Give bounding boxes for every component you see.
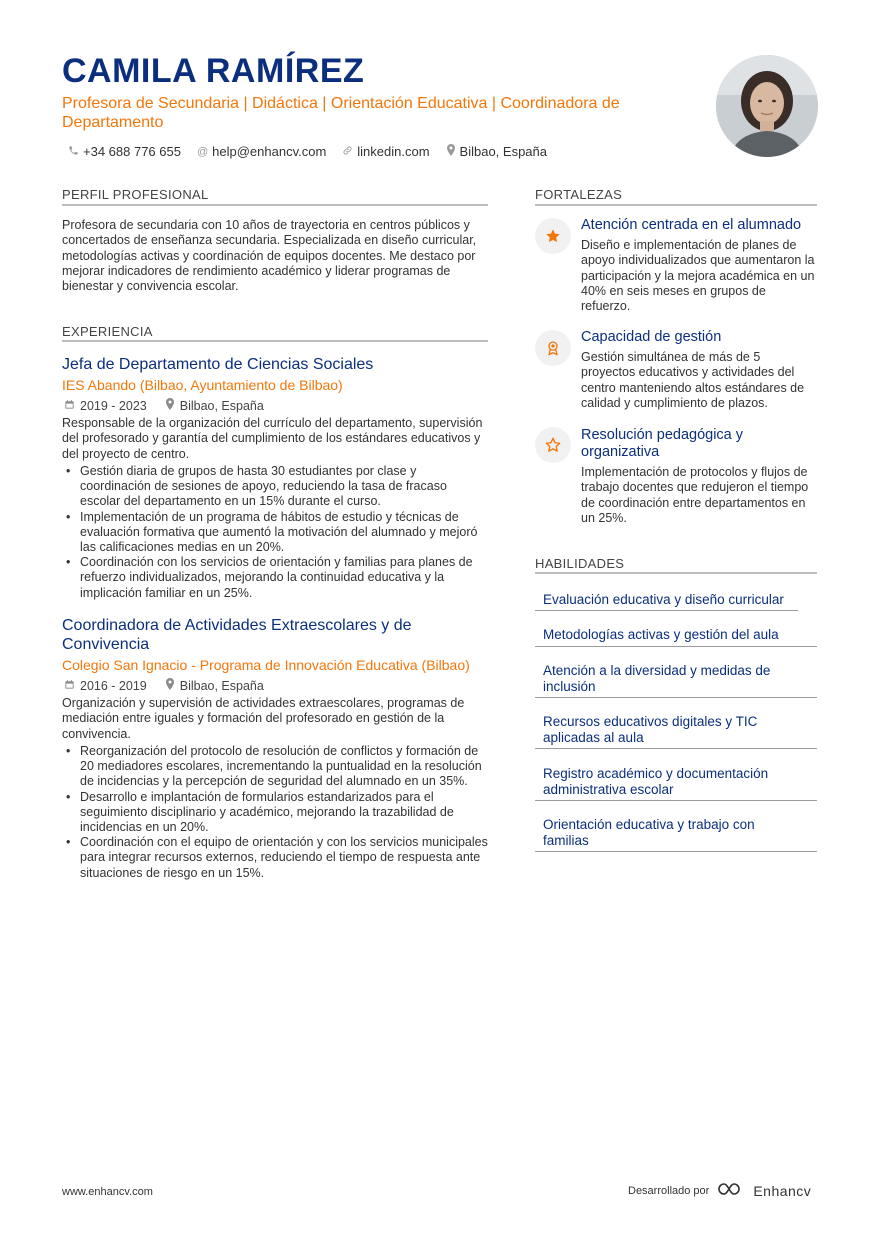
- skill-item: Registro académico y documentación administrativa escolar: [543, 766, 769, 797]
- brand-name: Enhancv: [753, 1182, 812, 1199]
- list-item: • Reorganización del protocolo de resolución de conflictos y formación de 20 mediadores escolares, incrementando la puntualidad en la resolución de incidencias y la percepción de seguridad del alumnado en un 35%.: [62, 744, 490, 790]
- location-pin-icon: [165, 398, 175, 413]
- calendar-icon: [64, 399, 75, 413]
- contact-email[interactable]: @ help@enhancv.com: [196, 144, 327, 159]
- skill-item: Evaluación educativa y diseño curricular: [543, 592, 784, 607]
- strength-text: Implementación de protocolos y flujos de trabajo docentes que redujeron el tiempo de coordinación entre departamentos en un 25%.: [581, 465, 809, 525]
- contact-location: Bilbao, España: [446, 144, 547, 159]
- job-dates: 2016 - 2019: [80, 678, 147, 693]
- location-pin-icon: [165, 678, 175, 693]
- job-bullets: [62, 744, 490, 881]
- skill-divider: [535, 646, 817, 647]
- contact-phone[interactable]: +34 688 776 655: [68, 144, 181, 159]
- job-meta: [64, 678, 264, 693]
- contact-linkedin[interactable]: linkedin.com: [342, 144, 429, 159]
- strength-title: Atención centrada en el alumnado: [581, 217, 802, 233]
- contact-bar: [68, 144, 547, 159]
- skills-divider: [535, 572, 817, 574]
- strengths-section-title: FORTALEZAS: [535, 187, 623, 202]
- footer-branding: [628, 1182, 811, 1199]
- skill-divider: [535, 610, 798, 611]
- strength-title: Capacidad de gestión: [581, 329, 722, 345]
- job-meta: [64, 398, 264, 413]
- skill-divider: [535, 697, 817, 698]
- job-title: Jefa de Departamento de Ciencias Sociales: [62, 356, 374, 373]
- strengths-divider: [535, 204, 817, 206]
- skill-item: Recursos educativos digitales y TIC aplicadas al aula: [543, 714, 758, 745]
- award-icon: [535, 330, 571, 366]
- powered-by-label: Desarrollado por: [628, 1184, 710, 1197]
- job-summary: Responsable de la organización del currículo del departamento, supervisión del profesorado y garantía del cumplimiento de los estándares educativos y del proyecto de centro.: [62, 416, 483, 461]
- list-item: • Implementación de un programa de hábitos de estudio y técnicas de evaluación formativa que aumentó la motivación del alumnado y mejoró las calificaciones medias en un 20%.: [62, 510, 490, 556]
- enhancv-logo-icon: [717, 1182, 745, 1199]
- skill-divider: [535, 851, 817, 852]
- skill-divider: [535, 800, 817, 801]
- candidate-subtitle: Profesora de Secundaria | Didáctica | Orientación Educativa | Coordinadora de Departamento: [62, 95, 620, 131]
- experience-divider: [62, 340, 488, 342]
- job-dates: 2019 - 2023: [80, 398, 147, 413]
- strength-text: Gestión simultánea de más de 5 proyectos educativos y actividades del centro manteniendo altos estándares de calidad y cumplimiento de plazos.: [581, 350, 805, 410]
- job-title: Coordinadora de Actividades Extraescolares y de Convivencia: [62, 617, 412, 653]
- location-pin-icon: [446, 144, 456, 159]
- star-outline-icon: [535, 427, 571, 463]
- calendar-icon: [64, 679, 75, 693]
- job-company: IES Abando (Bilbao, Ayuntamiento de Bilbao): [62, 377, 343, 393]
- skill-divider: [535, 748, 817, 749]
- job-bullets: [62, 464, 490, 601]
- profile-divider: [62, 204, 488, 206]
- strength-title: Resolución pedagógica y organizativa: [581, 427, 744, 460]
- job-company: Colegio San Ignacio - Programa de Innovación Educativa (Bilbao): [62, 657, 470, 673]
- skills-section-title: HABILIDADES: [535, 556, 625, 571]
- list-item: • Coordinación con los servicios de orientación y familias para planes de refuerzo individualizados, mejorando la continuidad educativa y la implicación familiar en un 25%.: [62, 555, 490, 601]
- footer-website[interactable]: www.enhancv.com: [62, 1186, 153, 1198]
- at-icon: @: [196, 145, 209, 158]
- job-location: Bilbao, España: [179, 678, 264, 693]
- phone-icon: [68, 145, 79, 159]
- skill-item: Metodologías activas y gestión del aula: [543, 627, 779, 642]
- link-icon: [342, 145, 353, 159]
- list-item: • Coordinación con el equipo de orientación y con los servicios municipales para integrar recursos externos, reduciendo el tiempo de respuesta ante situaciones de riesgo en un 15%.: [62, 835, 490, 881]
- job-summary: Organización y supervisión de actividades extraescolares, programas de mediación entre iguales y formación del profesorado en gestión de la convivencia.: [62, 696, 465, 741]
- star-filled-icon: [535, 218, 571, 254]
- profile-section-title: PERFIL PROFESIONAL: [62, 187, 209, 202]
- profile-text: Profesora de secundaria con 10 años de trayectoria en centros públicos y concertados de enseñanza secundaria. Especializada en diseño curricular, metodologías activas y coordinación de equipos docentes. Me destaco por mejorar indicadores de rendimiento académico y liderar programas de bienestar y convivencia escolar.: [62, 218, 477, 294]
- profile-photo: [716, 55, 818, 157]
- list-item: • Gestión diaria de grupos de hasta 30 estudiantes por clase y coordinación de sesiones de apoyo, reduciendo la tasa de fracaso escolar del departamento en un 15% durante el curso.: [62, 464, 490, 510]
- job-location: Bilbao, España: [179, 398, 264, 413]
- skill-item: Orientación educativa y trabajo con familias: [543, 817, 755, 848]
- candidate-name: CAMILA RAMÍREZ: [62, 52, 365, 90]
- strength-text: Diseño e implementación de planes de apoyo individualizados que aumentaron la participación y la mejora académica en un 40% en seis meses en grupos de refuerzo.: [581, 238, 815, 314]
- list-item: • Desarrollo e implantación de formularios estandarizados para el seguimiento disciplinario y académico, mejorando la trazabilidad de incidencias en un 20%.: [62, 790, 490, 836]
- experience-section-title: EXPERIENCIA: [62, 324, 153, 339]
- skill-item: Atención a la diversidad y medidas de inclusión: [543, 663, 771, 694]
